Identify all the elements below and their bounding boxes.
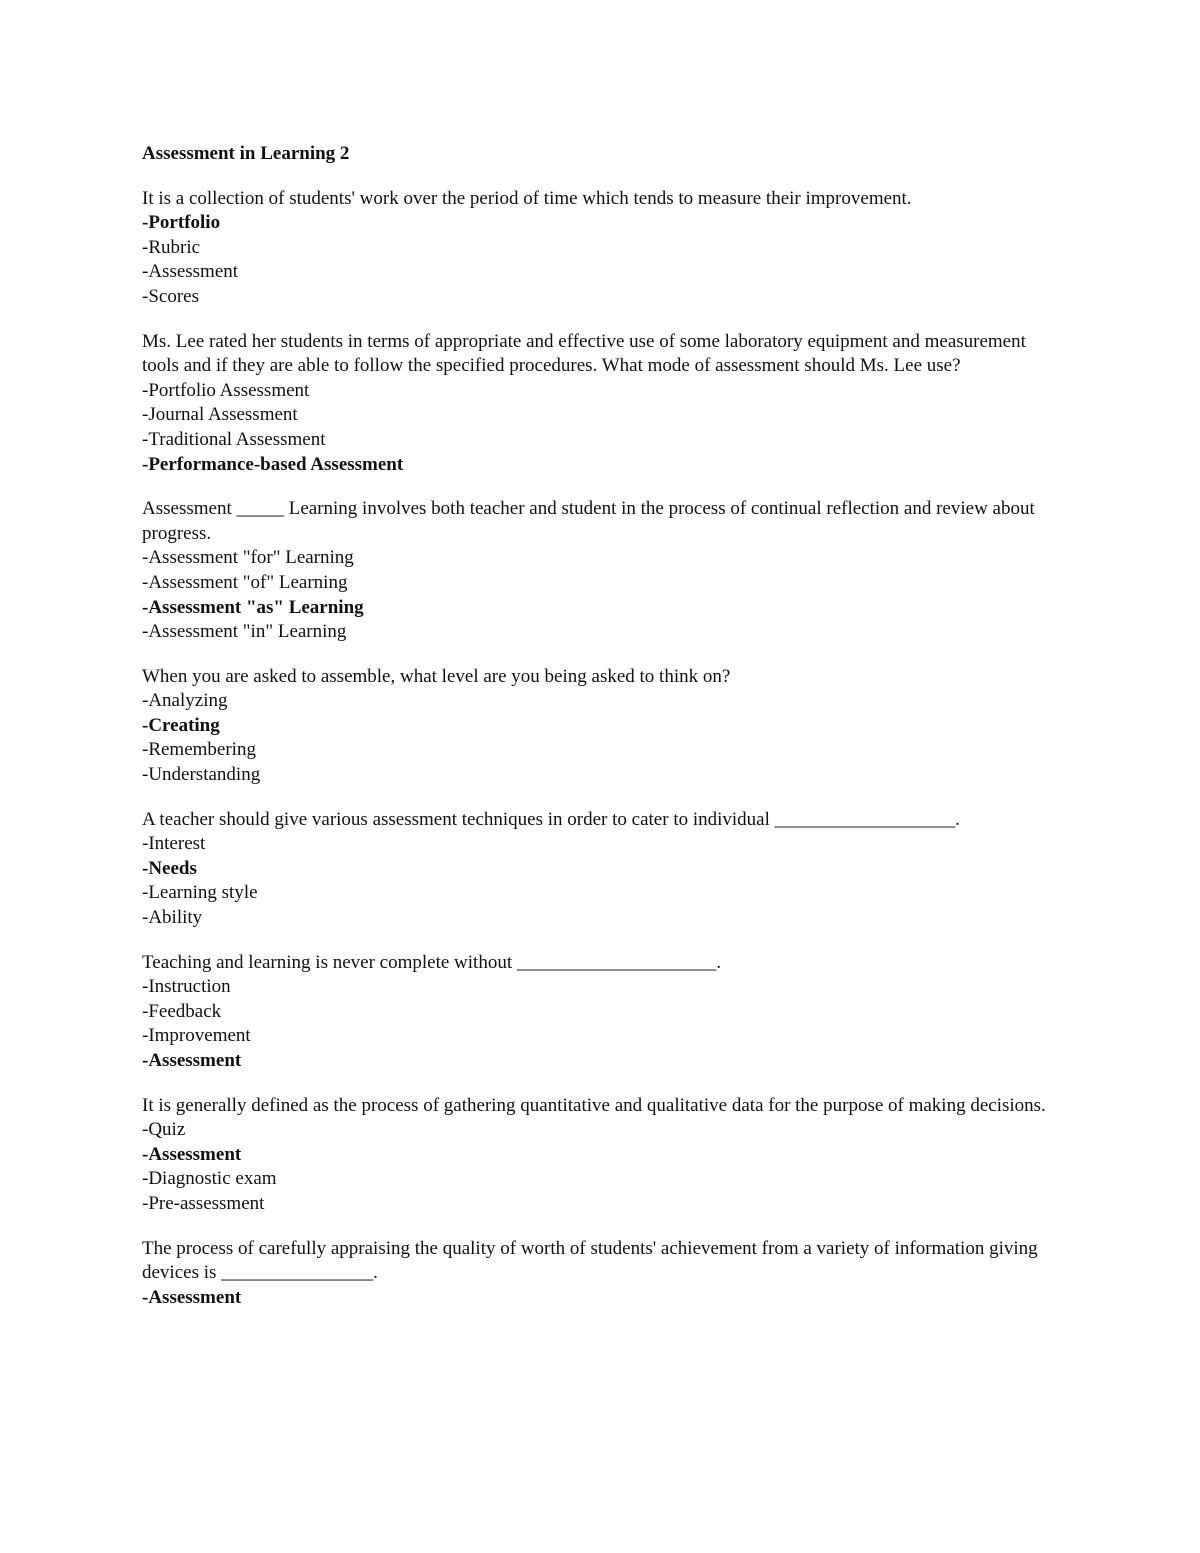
answer-options bbox=[142, 379, 1062, 477]
question-text: When you are asked to assemble, what level are you being asked to think on? bbox=[142, 665, 731, 687]
question-text: Ms. Lee rated her students in terms of appropriate and effective use of some laboratory equipment and measurement tools and if they are able to follow the specified procedures. What mode of assessment should Ms. Lee use? bbox=[142, 330, 1026, 377]
answer-option: -Remembering bbox=[142, 739, 256, 761]
answer-option: -Interest bbox=[142, 833, 206, 855]
question-5 bbox=[142, 808, 1062, 931]
answer-options bbox=[142, 832, 1062, 930]
answer-option: -Scores bbox=[142, 285, 199, 307]
answer-options bbox=[142, 546, 1062, 644]
answer-option: -Ability bbox=[142, 907, 203, 929]
answer-option: -Learning style bbox=[142, 882, 258, 904]
answer-options bbox=[142, 689, 1062, 787]
answer-options bbox=[142, 1118, 1062, 1216]
answer-options bbox=[142, 1286, 1062, 1311]
answer-option: -Understanding bbox=[142, 764, 261, 786]
question-1 bbox=[142, 187, 1062, 310]
question-6 bbox=[142, 951, 1062, 1074]
correct-answer-option: -Creating bbox=[142, 714, 220, 736]
answer-options bbox=[142, 211, 1062, 309]
question-8 bbox=[142, 1237, 1062, 1311]
question-2 bbox=[142, 330, 1062, 478]
answer-option: -Portfolio Assessment bbox=[142, 379, 310, 401]
answer-options bbox=[142, 975, 1062, 1073]
answer-option: -Assessment "for" Learning bbox=[142, 547, 354, 569]
answer-option: -Feedback bbox=[142, 1000, 222, 1022]
answer-option: -Quiz bbox=[142, 1119, 186, 1141]
question-text: A teacher should give various assessment techniques in order to cater to individual ___________________. bbox=[142, 808, 960, 830]
correct-answer-option: -Assessment bbox=[142, 1143, 242, 1165]
question-text: Assessment _____ Learning involves both teacher and student in the process of continual reflection and review about progress. bbox=[142, 498, 1035, 544]
answer-option: -Assessment "of" Learning bbox=[142, 571, 348, 593]
answer-option: -Analyzing bbox=[142, 690, 228, 712]
answer-option: -Rubric bbox=[142, 236, 201, 258]
correct-answer-option: -Assessment "as" Learning bbox=[142, 596, 364, 618]
correct-answer-option: -Assessment bbox=[142, 1050, 242, 1071]
answer-option: -Pre-assessment bbox=[142, 1192, 265, 1214]
answer-option: -Assessment "in" Learning bbox=[142, 621, 347, 643]
correct-answer-option: -Assessment bbox=[142, 1286, 242, 1308]
answer-option: -Assessment bbox=[142, 261, 239, 283]
question-4 bbox=[142, 665, 1062, 788]
document-page bbox=[142, 142, 1062, 1330]
question-text: Teaching and learning is never complete without _____________________. bbox=[142, 951, 722, 973]
question-3 bbox=[142, 497, 1062, 645]
answer-option: -Improvement bbox=[142, 1025, 251, 1047]
document-title: Assessment in Learning 2 bbox=[142, 143, 350, 164]
correct-answer-option: -Performance-based Assessment bbox=[142, 453, 404, 475]
question-text: It is a collection of students' work over the period of time which tends to measure their improvement. bbox=[142, 187, 912, 209]
question-7 bbox=[142, 1094, 1062, 1217]
correct-answer-option: -Portfolio bbox=[142, 212, 221, 234]
answer-option: -Instruction bbox=[142, 976, 231, 998]
answer-option: -Traditional Assessment bbox=[142, 428, 326, 450]
correct-answer-option: -Needs bbox=[142, 857, 197, 879]
answer-option: -Journal Assessment bbox=[142, 404, 298, 426]
question-text: The process of carefully appraising the quality of worth of students' achievement from a variety of information giving devices is ________________. bbox=[142, 1237, 1038, 1284]
answer-option: -Diagnostic exam bbox=[142, 1168, 277, 1190]
question-text: It is generally defined as the process of gathering quantitative and qualitative data for the purpose of making decisions. bbox=[142, 1094, 1046, 1116]
